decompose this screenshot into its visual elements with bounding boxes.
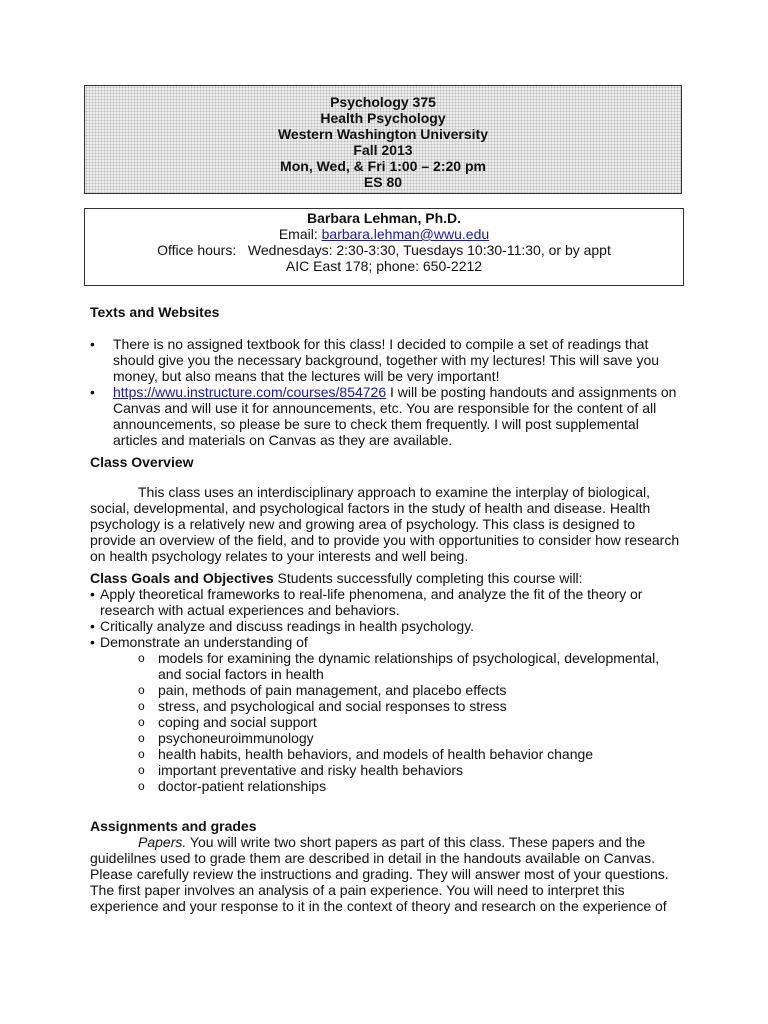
- list-item: [90, 778, 680, 794]
- course-room: ES 80: [363, 174, 403, 190]
- sub-item: important preventative and risky health behaviors: [158, 762, 464, 778]
- goals-heading: Class Goals and Objectives: [90, 570, 274, 586]
- list-item: [90, 762, 680, 778]
- overview-heading: Class Overview: [90, 454, 194, 470]
- bullet-icon: •: [90, 384, 95, 400]
- instructor-name: Barbara Lehman, Ph.D.: [306, 210, 462, 226]
- office-hours-value: Wednesdays: 2:30-3:30, Tuesdays 10:30-11:30, or by appt: [247, 242, 611, 258]
- list-item: [90, 634, 680, 650]
- list-item: [90, 730, 680, 746]
- sub-item: pain, methods of pain management, and placebo effects: [158, 682, 507, 698]
- bullet-icon: •: [90, 618, 95, 634]
- course-schedule: Mon, Wed, & Fri 1:00 – 2:20 pm: [280, 158, 486, 174]
- sub-item: models for examining the dynamic relationships of psychological, developmental, and social factors in health: [158, 650, 660, 682]
- overview-paragraph: This class uses an interdisciplinary approach to examine the interplay of biological, social, developmental, and psychological factors in the study of health and disease. Health psychology is a relatively new and growing area of psychology. This class is designed to provide an overview of the field, and to provide you with opportunities to consider how research on health psychology relates to your interests and well being.: [90, 484, 680, 564]
- papers-text: You will write two short papers as part of this class. These papers and the guidelilnes used to grade them are described in detail in the handouts available on Canvas. Please carefully review the instructions and grading. They will answer most of your questions. The first paper involves an analysis of a pain experience. You will need to interpret this experience and your response to it in the context of theory and research on the experience of: [90, 834, 669, 914]
- sub-item: coping and social support: [158, 714, 317, 730]
- list-item: [90, 336, 680, 384]
- circle-bullet-icon: o: [138, 683, 145, 697]
- goal-item: Demonstrate an understanding of: [100, 634, 308, 650]
- texts-list: [90, 336, 680, 448]
- papers-label: Papers.: [138, 834, 187, 850]
- list-item: [90, 714, 680, 730]
- circle-bullet-icon: o: [138, 651, 145, 665]
- course-term: Fall 2013: [353, 142, 413, 158]
- bullet-icon: •: [90, 336, 95, 352]
- circle-bullet-icon: o: [138, 763, 145, 777]
- circle-bullet-icon: o: [138, 779, 145, 793]
- bullet-icon: •: [90, 634, 95, 650]
- texts-bullet-2: I will be posting handouts and assignments on Canvas and will use it for announcements, etc. You are responsible for the content of all announcements, so please be sure to check them frequently. I will post supplemental articles and materials on Canvas as they are available.: [113, 384, 677, 448]
- email-link[interactable]: barbara.lehman@wwu.edu: [321, 226, 490, 242]
- course-number: Psychology 375: [330, 94, 436, 110]
- university-name: Western Washington University: [277, 126, 489, 142]
- sub-item: doctor-patient relationships: [158, 778, 327, 794]
- texts-heading: Texts and Websites: [90, 304, 220, 320]
- bullet-icon: •: [90, 586, 95, 602]
- list-item: [90, 618, 680, 634]
- goal-item: Apply theoretical frameworks to real-life phenomena, and analyze the fit of the theory or research with actual experiences and behaviors.: [100, 586, 643, 618]
- office-hours-line: [85, 242, 683, 258]
- sub-item: psychoneuroimmunology: [158, 730, 314, 746]
- goals-list: [90, 586, 680, 650]
- circle-bullet-icon: o: [138, 747, 145, 761]
- canvas-course-link[interactable]: https://wwu.instructure.com/courses/854726: [113, 384, 387, 400]
- circle-bullet-icon: o: [138, 715, 145, 729]
- course-title: Health Psychology: [320, 110, 446, 126]
- papers-paragraph: [90, 834, 680, 914]
- list-item: [90, 746, 680, 762]
- list-item: [90, 682, 680, 698]
- list-item: [90, 698, 680, 714]
- goals-intro-line: [90, 570, 680, 586]
- texts-bullet-1: There is no assigned textbook for this class! I decided to compile a set of readings that should give you the necessary background, together with my lectures! This will save you money, but also means that the lectures will be very important!: [113, 336, 660, 384]
- circle-bullet-icon: o: [138, 731, 145, 745]
- list-item: [90, 384, 680, 448]
- list-item: [90, 586, 680, 618]
- office-hours-label: Office hours:: [157, 242, 237, 258]
- sub-item: health habits, health behaviors, and models of health behavior change: [158, 746, 594, 762]
- email-line: [85, 226, 683, 242]
- assignments-heading: Assignments and grades: [90, 818, 257, 834]
- list-item: [90, 650, 680, 682]
- goal-item: Critically analyze and discuss readings in health psychology.: [100, 618, 475, 634]
- circle-bullet-icon: o: [138, 699, 145, 713]
- goals-intro: Students successfully completing this course will:: [273, 570, 583, 586]
- office-location: AIC East 178; phone: 650-2212: [285, 258, 483, 274]
- instructor-box: [84, 208, 684, 286]
- course-header-box: [84, 85, 682, 194]
- email-label: Email:: [278, 226, 318, 242]
- understanding-sublist: [90, 650, 680, 794]
- syllabus-content: [90, 304, 680, 914]
- sub-item: stress, and psychological and social responses to stress: [158, 698, 507, 714]
